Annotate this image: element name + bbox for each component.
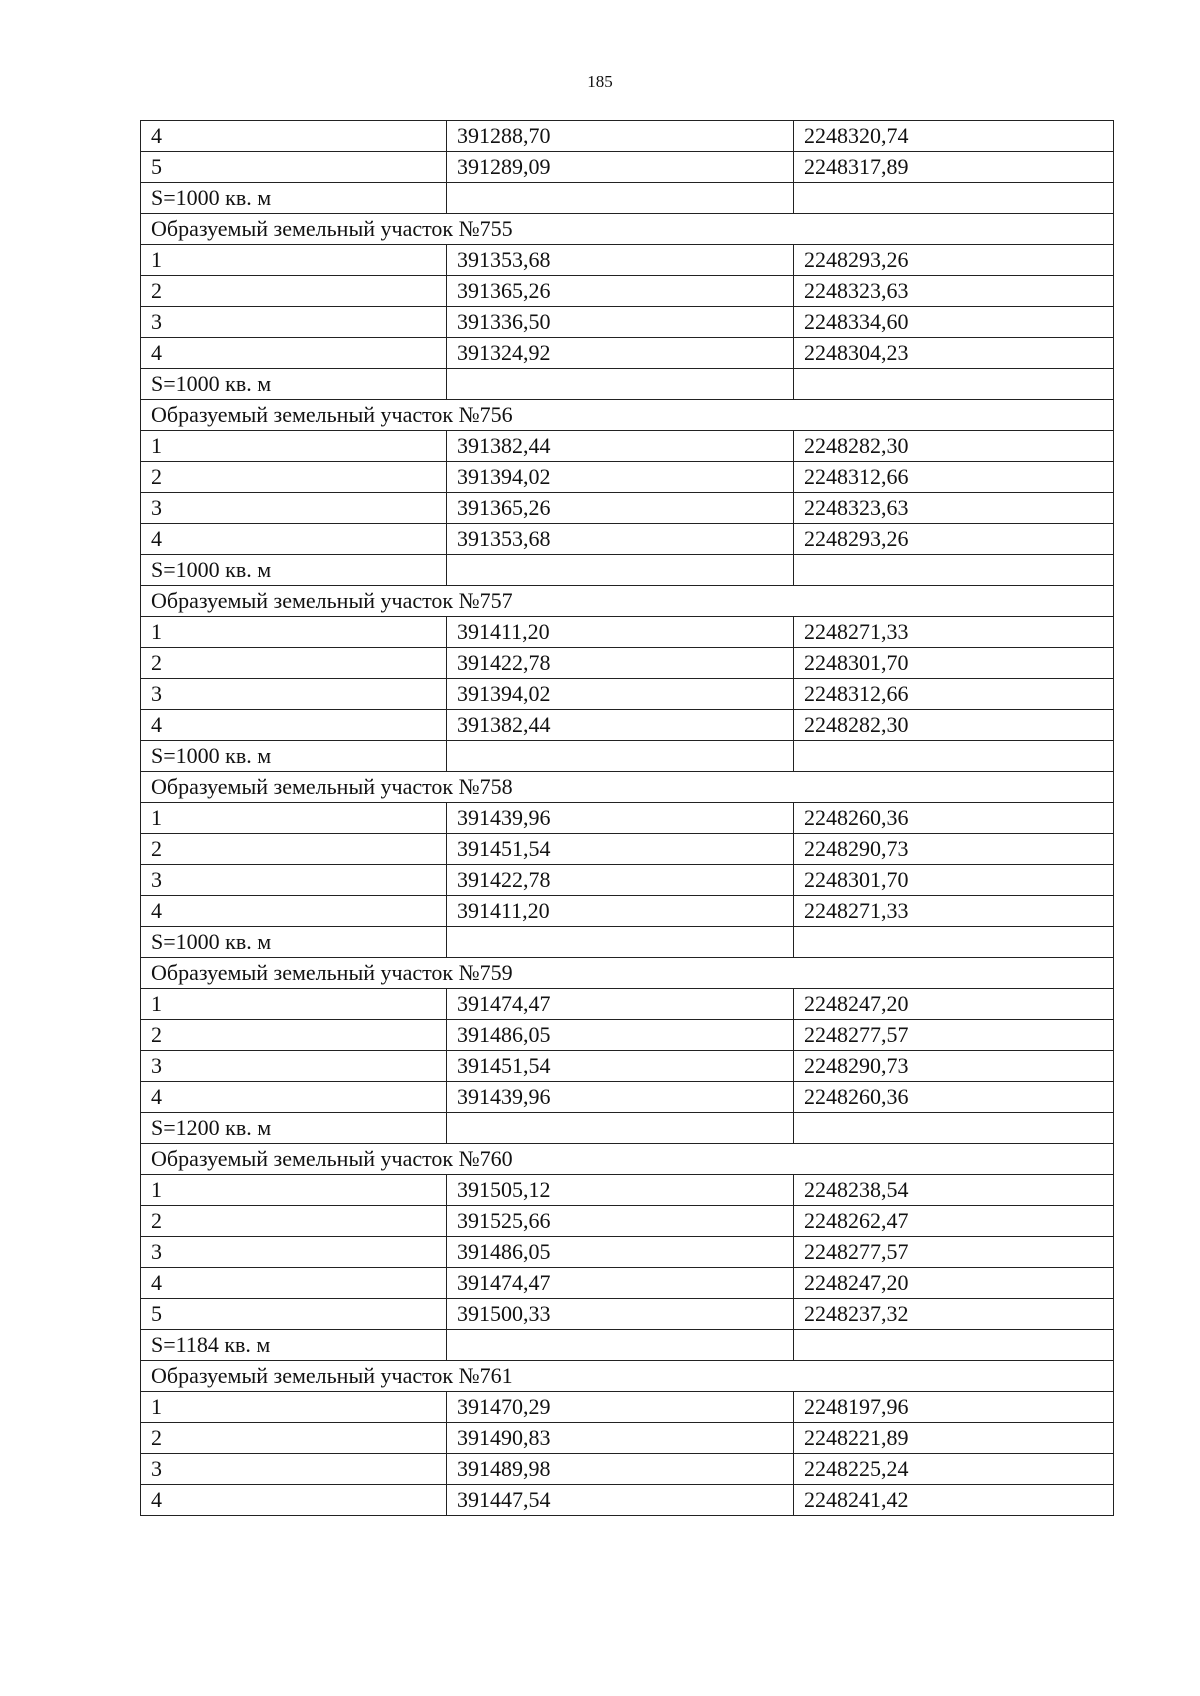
empty-cell (447, 1330, 794, 1361)
y-coordinate-cell: 2248225,24 (794, 1454, 1114, 1485)
parcel-header-cell: Образуемый земельный участок №761 (141, 1361, 1114, 1392)
y-coordinate-cell: 2248334,60 (794, 307, 1114, 338)
point-row (141, 152, 1114, 183)
y-coordinate-cell: 2248247,20 (794, 1268, 1114, 1299)
area-cell: S=1000 кв. м (141, 369, 447, 400)
y-coordinate-cell: 2248293,26 (794, 245, 1114, 276)
area-cell: S=1000 кв. м (141, 741, 447, 772)
point-row (141, 462, 1114, 493)
point-row (141, 1082, 1114, 1113)
y-coordinate-cell: 2248290,73 (794, 834, 1114, 865)
y-coordinate-cell: 2248282,30 (794, 431, 1114, 462)
parcel-header-cell: Образуемый земельный участок №755 (141, 214, 1114, 245)
y-coordinate-cell: 2248282,30 (794, 710, 1114, 741)
x-coordinate-cell: 391353,68 (447, 245, 794, 276)
area-row (141, 927, 1114, 958)
y-coordinate-cell: 2248323,63 (794, 276, 1114, 307)
point-number-cell: 3 (141, 1237, 447, 1268)
x-coordinate-cell: 391525,66 (447, 1206, 794, 1237)
x-coordinate-cell: 391394,02 (447, 462, 794, 493)
point-number-cell: 4 (141, 710, 447, 741)
parcel-header-cell: Образуемый земельный участок №759 (141, 958, 1114, 989)
y-coordinate-cell: 2248221,89 (794, 1423, 1114, 1454)
point-row (141, 121, 1114, 152)
point-number-cell: 4 (141, 1082, 447, 1113)
x-coordinate-cell: 391336,50 (447, 307, 794, 338)
parcel-header-row (141, 214, 1114, 245)
point-number-cell: 1 (141, 1392, 447, 1423)
coordinates-table (140, 120, 1114, 1516)
x-coordinate-cell: 391447,54 (447, 1485, 794, 1516)
y-coordinate-cell: 2248277,57 (794, 1237, 1114, 1268)
parcel-header-cell: Образуемый земельный участок №758 (141, 772, 1114, 803)
point-row (141, 989, 1114, 1020)
point-number-cell: 4 (141, 1485, 447, 1516)
point-number-cell: 4 (141, 121, 447, 152)
point-number-cell: 2 (141, 462, 447, 493)
point-number-cell: 4 (141, 1268, 447, 1299)
x-coordinate-cell: 391411,20 (447, 617, 794, 648)
y-coordinate-cell: 2248301,70 (794, 648, 1114, 679)
empty-cell (447, 741, 794, 772)
y-coordinate-cell: 2248247,20 (794, 989, 1114, 1020)
point-number-cell: 2 (141, 834, 447, 865)
point-number-cell: 3 (141, 493, 447, 524)
point-number-cell: 2 (141, 648, 447, 679)
point-number-cell: 4 (141, 338, 447, 369)
area-row (141, 183, 1114, 214)
x-coordinate-cell: 391288,70 (447, 121, 794, 152)
point-number-cell: 3 (141, 1454, 447, 1485)
empty-cell (794, 183, 1114, 214)
parcel-header-cell: Образуемый земельный участок №760 (141, 1144, 1114, 1175)
point-number-cell: 5 (141, 1299, 447, 1330)
x-coordinate-cell: 391289,09 (447, 152, 794, 183)
empty-cell (794, 741, 1114, 772)
x-coordinate-cell: 391365,26 (447, 493, 794, 524)
point-row (141, 431, 1114, 462)
y-coordinate-cell: 2248241,42 (794, 1485, 1114, 1516)
point-row (141, 803, 1114, 834)
x-coordinate-cell: 391490,83 (447, 1423, 794, 1454)
point-number-cell: 2 (141, 1020, 447, 1051)
point-row (141, 1299, 1114, 1330)
x-coordinate-cell: 391411,20 (447, 896, 794, 927)
empty-cell (447, 369, 794, 400)
x-coordinate-cell: 391439,96 (447, 803, 794, 834)
point-row (141, 865, 1114, 896)
empty-cell (447, 927, 794, 958)
area-row (141, 1330, 1114, 1361)
x-coordinate-cell: 391382,44 (447, 710, 794, 741)
y-coordinate-cell: 2248312,66 (794, 679, 1114, 710)
area-cell: S=1000 кв. м (141, 927, 447, 958)
parcel-header-row (141, 1144, 1114, 1175)
point-number-cell: 1 (141, 617, 447, 648)
empty-cell (447, 183, 794, 214)
x-coordinate-cell: 391486,05 (447, 1020, 794, 1051)
y-coordinate-cell: 2248320,74 (794, 121, 1114, 152)
x-coordinate-cell: 391422,78 (447, 648, 794, 679)
point-row (141, 1454, 1114, 1485)
area-cell: S=1000 кв. м (141, 555, 447, 586)
point-row (141, 1268, 1114, 1299)
point-row (141, 1423, 1114, 1454)
x-coordinate-cell: 391451,54 (447, 1051, 794, 1082)
point-row (141, 276, 1114, 307)
y-coordinate-cell: 2248323,63 (794, 493, 1114, 524)
point-row (141, 307, 1114, 338)
y-coordinate-cell: 2248262,47 (794, 1206, 1114, 1237)
point-row (141, 1020, 1114, 1051)
point-row (141, 1175, 1114, 1206)
parcel-header-row (141, 1361, 1114, 1392)
area-row (141, 1113, 1114, 1144)
y-coordinate-cell: 2248197,96 (794, 1392, 1114, 1423)
y-coordinate-cell: 2248260,36 (794, 803, 1114, 834)
point-row (141, 493, 1114, 524)
x-coordinate-cell: 391451,54 (447, 834, 794, 865)
point-row (141, 245, 1114, 276)
point-number-cell: 1 (141, 1175, 447, 1206)
point-row (141, 834, 1114, 865)
x-coordinate-cell: 391422,78 (447, 865, 794, 896)
point-row (141, 338, 1114, 369)
y-coordinate-cell: 2248238,54 (794, 1175, 1114, 1206)
area-row (141, 555, 1114, 586)
x-coordinate-cell: 391486,05 (447, 1237, 794, 1268)
point-row (141, 617, 1114, 648)
empty-cell (447, 1113, 794, 1144)
x-coordinate-cell: 391382,44 (447, 431, 794, 462)
x-coordinate-cell: 391474,47 (447, 1268, 794, 1299)
point-row (141, 1392, 1114, 1423)
point-number-cell: 2 (141, 1423, 447, 1454)
point-number-cell: 4 (141, 896, 447, 927)
x-coordinate-cell: 391365,26 (447, 276, 794, 307)
parcel-header-row (141, 772, 1114, 803)
point-number-cell: 1 (141, 989, 447, 1020)
point-row (141, 648, 1114, 679)
parcel-header-row (141, 586, 1114, 617)
point-number-cell: 4 (141, 524, 447, 555)
x-coordinate-cell: 391505,12 (447, 1175, 794, 1206)
x-coordinate-cell: 391489,98 (447, 1454, 794, 1485)
point-row (141, 710, 1114, 741)
empty-cell (794, 555, 1114, 586)
y-coordinate-cell: 2248312,66 (794, 462, 1114, 493)
area-row (141, 741, 1114, 772)
area-cell: S=1000 кв. м (141, 183, 447, 214)
empty-cell (794, 1330, 1114, 1361)
point-row (141, 1051, 1114, 1082)
area-cell: S=1184 кв. м (141, 1330, 447, 1361)
x-coordinate-cell: 391353,68 (447, 524, 794, 555)
y-coordinate-cell: 2248237,32 (794, 1299, 1114, 1330)
point-row (141, 1237, 1114, 1268)
y-coordinate-cell: 2248260,36 (794, 1082, 1114, 1113)
y-coordinate-cell: 2248271,33 (794, 896, 1114, 927)
parcel-header-cell: Образуемый земельный участок №756 (141, 400, 1114, 431)
point-number-cell: 3 (141, 307, 447, 338)
x-coordinate-cell: 391474,47 (447, 989, 794, 1020)
point-number-cell: 1 (141, 803, 447, 834)
point-number-cell: 3 (141, 1051, 447, 1082)
point-number-cell: 1 (141, 245, 447, 276)
x-coordinate-cell: 391324,92 (447, 338, 794, 369)
y-coordinate-cell: 2248301,70 (794, 865, 1114, 896)
x-coordinate-cell: 391439,96 (447, 1082, 794, 1113)
empty-cell (794, 1113, 1114, 1144)
point-row (141, 679, 1114, 710)
y-coordinate-cell: 2248271,33 (794, 617, 1114, 648)
point-row (141, 524, 1114, 555)
y-coordinate-cell: 2248277,57 (794, 1020, 1114, 1051)
parcel-header-row (141, 400, 1114, 431)
y-coordinate-cell: 2248304,23 (794, 338, 1114, 369)
y-coordinate-cell: 2248293,26 (794, 524, 1114, 555)
parcel-header-row (141, 958, 1114, 989)
empty-cell (794, 927, 1114, 958)
page-number: 185 (587, 72, 613, 91)
x-coordinate-cell: 391500,33 (447, 1299, 794, 1330)
y-coordinate-cell: 2248290,73 (794, 1051, 1114, 1082)
y-coordinate-cell: 2248317,89 (794, 152, 1114, 183)
point-number-cell: 3 (141, 679, 447, 710)
coordinates-table-body (141, 121, 1114, 1516)
point-number-cell: 2 (141, 1206, 447, 1237)
empty-cell (447, 555, 794, 586)
point-row (141, 896, 1114, 927)
parcel-header-cell: Образуемый земельный участок №757 (141, 586, 1114, 617)
x-coordinate-cell: 391394,02 (447, 679, 794, 710)
point-number-cell: 3 (141, 865, 447, 896)
x-coordinate-cell: 391470,29 (447, 1392, 794, 1423)
point-number-cell: 2 (141, 276, 447, 307)
area-cell: S=1200 кв. м (141, 1113, 447, 1144)
point-number-cell: 1 (141, 431, 447, 462)
area-row (141, 369, 1114, 400)
point-number-cell: 5 (141, 152, 447, 183)
point-row (141, 1485, 1114, 1516)
point-row (141, 1206, 1114, 1237)
empty-cell (794, 369, 1114, 400)
